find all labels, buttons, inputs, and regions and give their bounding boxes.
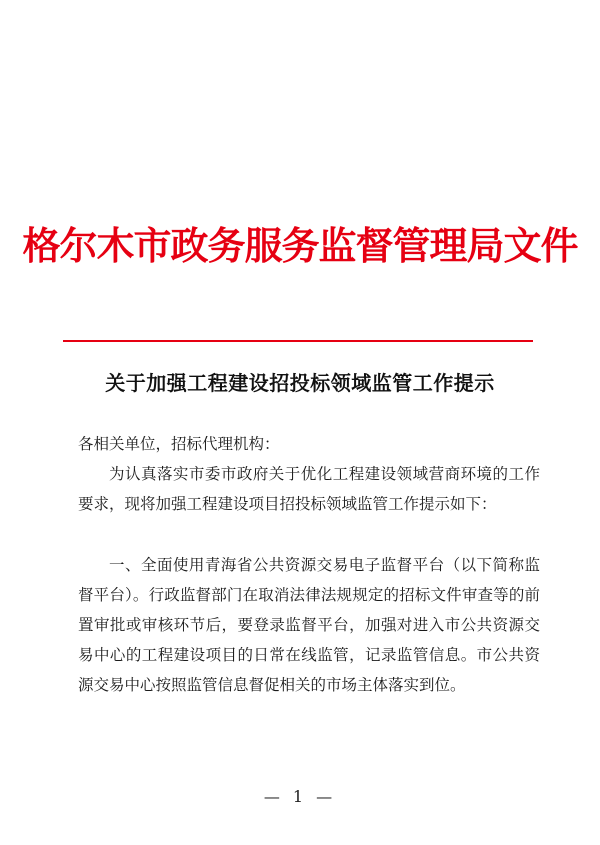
- document-title: 关于加强工程建设招投标领域监管工作提示: [105, 371, 495, 395]
- red-divider-line: [63, 340, 533, 342]
- salutation: 各相关单位，招标代理机构：: [78, 435, 280, 453]
- page-number: — 1 —: [263, 787, 337, 806]
- paragraph-intro: 为认真落实市委市政府关于优化工程建设领域营商环境的工作要求，现将加强工程建设项目招投标领域监管工作提示如下：: [78, 465, 540, 513]
- document-header-title: 格尔木市政务服务监督管理局文件: [22, 224, 578, 268]
- paragraph-item-1: 一、全面使用青海省公共资源交易电子监督平台（以下简称监督平台）。行政监督部门在取消法律法规规定的招标文件审查等的前置审批或审核环节后，要登录监督平台，加强对进入市公共资源交易中心的工程建设项目的日常在线监管，记录监管信息。市公共资源交易中心按照监管信息督促相关的市场主体落实到位。: [78, 556, 540, 694]
